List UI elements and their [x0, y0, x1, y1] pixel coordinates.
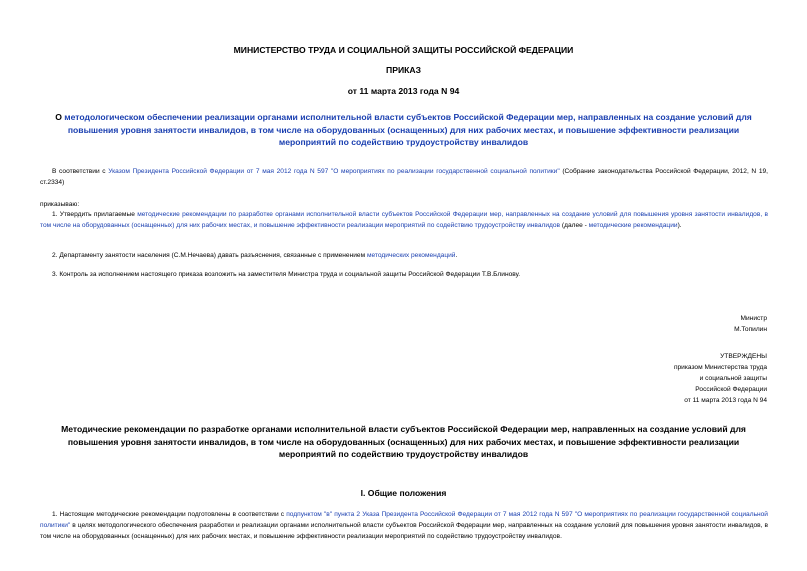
signature-position: Министр — [740, 315, 767, 322]
preamble-post: (Собрание законодательства Российской Федерации, 2012, N 19, ст.2334) — [40, 168, 768, 186]
section-1-paragraph-1 — [40, 509, 768, 542]
item-2-post: . — [455, 252, 458, 259]
section-1-heading: I. Общие положения — [360, 488, 447, 498]
approved-block — [674, 351, 767, 406]
section-1-p1-pre: 1. Настоящие методические рекомендации подготовлены в соответствии с — [52, 511, 287, 518]
decree-597-link[interactable]: Указом Президента Российской Федерации от 7 мая 2012 года N 597 "О мероприятиях по реализации государственной социальной политики" — [108, 168, 560, 175]
preamble-pre: В соответствии с — [52, 168, 109, 175]
approved-line-5: от 11 марта 2013 года N 94 — [684, 397, 767, 404]
item-2-paragraph — [40, 250, 768, 261]
order-title-link[interactable]: методологическом обеспечении реализации органами исполнительной власти субъектов Российской Федерации мер, направленных на создание условий для повышения уровня занятости инвалидов, в том числе на оборудованных (оснащенных) для них рабочих местах, и повышение эффективности реализации мероприятий по содействию трудоустройству инвалидов — [64, 112, 752, 147]
item-1-post: ). — [677, 222, 682, 229]
doc-type-heading: ПРИКАЗ — [386, 65, 421, 75]
approved-line-2: приказом Министерства труда — [673, 364, 767, 371]
item-2-pre: 2. Департаменту занятости населения (С.М.Нечаева) давать разъяснения, связанные с применением — [52, 252, 367, 259]
item-1-paragraph — [40, 209, 768, 231]
item-1-mid: (далее - — [560, 222, 589, 229]
approved-line-4: Российской Федерации — [695, 386, 767, 393]
recommendations-link[interactable]: методические рекомендации по разработке органами исполнительной власти субъектов Российской Федерации мер, направленных на создание условий для повышения уровня занятости инвалидов, в том числе на оборудованных (оснащенных) для них рабочих местах, и повышение эффективности реализации мероприятий по содействию трудоустройству инвалидов — [40, 211, 768, 229]
approved-line-1: УТВЕРЖДЕНЫ — [720, 353, 767, 360]
item-1-pre: 1. Утвердить прилагаемые — [52, 211, 138, 218]
order-title-prefix: О — [55, 112, 65, 122]
ministry-heading: МИНИСТЕРСТВО ТРУДА И СОЦИАЛЬНОЙ ЗАЩИТЫ РОССИЙСКОЙ ФЕДЕРАЦИИ — [233, 45, 574, 55]
recommendations-apply-link[interactable]: методических рекомендаций — [366, 252, 456, 259]
section-1-p1-post: в целях методологического обеспечения разработки и реализации органами исполнительной власти субъектов Российской Федерации мер, направленных на создание условий для повышения уровня занятости инвалидов, в том числе на оборудованных (оснащенных) для них рабочих местах, и повышение эффективности реализации мероприятий по содействию трудоустройству инвалидов. — [40, 522, 768, 540]
date-number-heading: от 11 марта 2013 года N 94 — [347, 86, 460, 96]
decree-subpoint-link[interactable]: подпунктом "в" пункта 2 Указа Президента Российской Федерации от 7 мая 2012 года N 597 "О мероприятиях по реализации государственной социальной политики" — [40, 511, 768, 529]
recommendations-short-link[interactable]: методические рекомендации — [588, 222, 678, 229]
order-word: приказываю: — [40, 201, 80, 208]
order-title — [40, 111, 767, 149]
approved-line-3: и социальной защиты — [699, 375, 767, 382]
signature-block — [734, 313, 767, 335]
signature-name: М.Топилин — [734, 326, 767, 333]
preamble-paragraph — [40, 166, 768, 188]
item-3-paragraph: 3. Контроль за исполнением настоящего приказа возложить на заместителя Министра труда и социальной защиты Российской Федерации Т.В.Блинову. — [52, 271, 521, 278]
recommendations-title: Методические рекомендации по разработке органами исполнительной власти субъектов Российской Федерации мер, направленных на создание условий для повышения уровня занятости инвалидов, в том числе на оборудованных (оснащенных) для них рабочих местах, и повышение эффективности реализации мероприятий по содействию трудоустройству инвалидов — [61, 424, 746, 459]
